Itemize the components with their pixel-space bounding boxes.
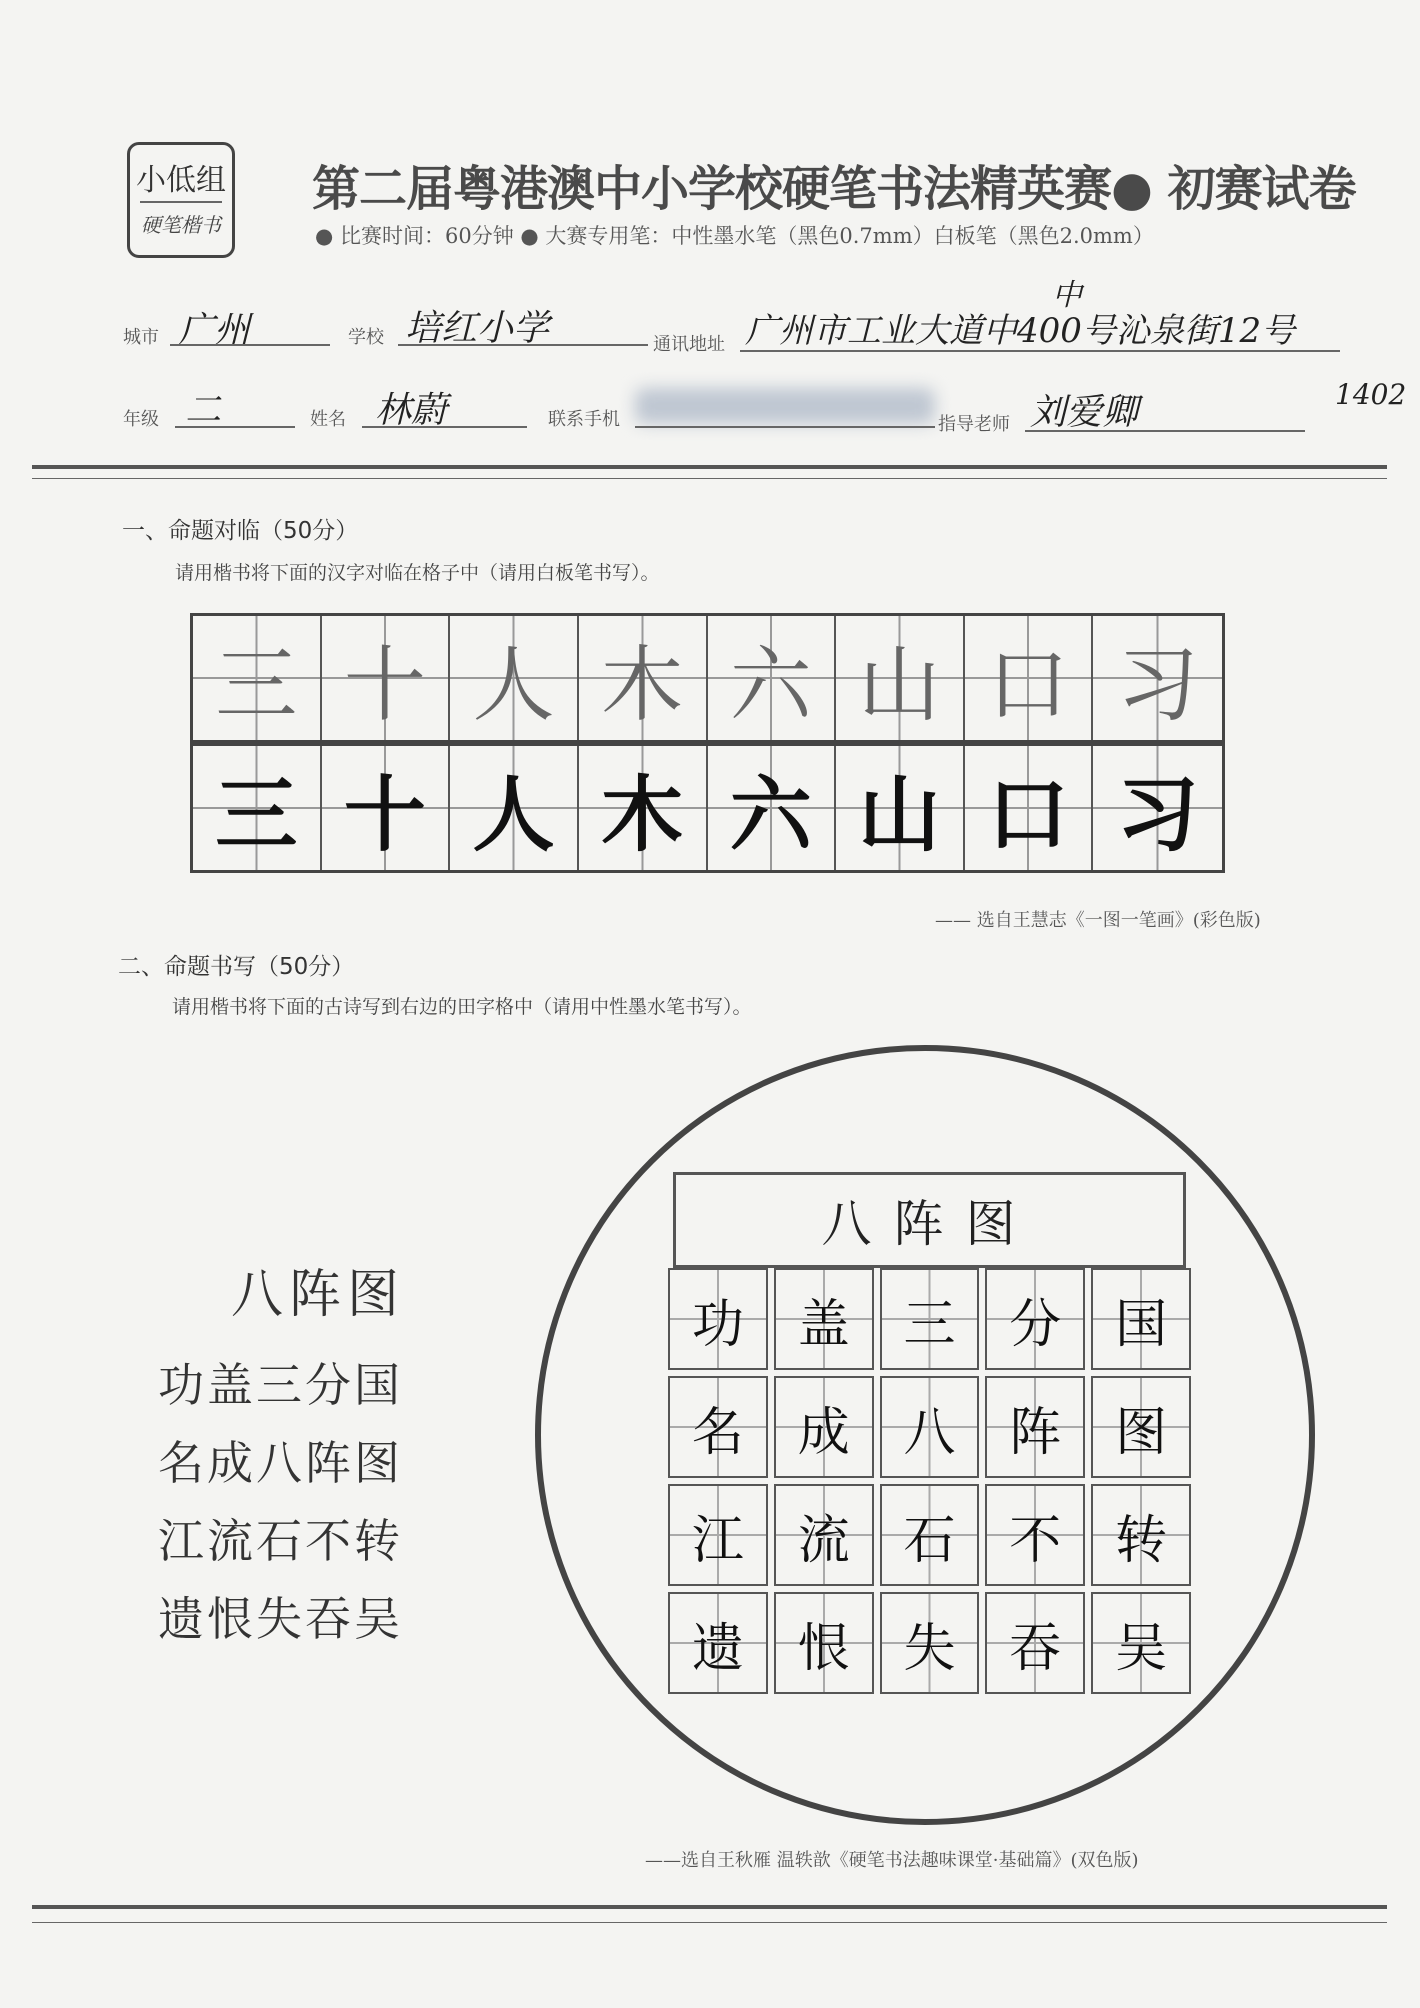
answer-cell[interactable]	[1091, 1592, 1191, 1694]
grid-cell[interactable]	[193, 746, 322, 870]
model-char: 三	[215, 637, 298, 733]
name-label: 姓名	[310, 409, 346, 430]
answer-char: 分	[1009, 1294, 1062, 1355]
written-char: 习	[1116, 766, 1199, 863]
answer-char: 国	[1115, 1294, 1168, 1355]
answer-cell[interactable]	[774, 1268, 874, 1370]
exam-title: 第二届粤港澳中小学校硬笔书法精英赛● 初赛试卷	[312, 161, 1356, 217]
answer-char: 三	[903, 1294, 956, 1355]
name-line	[362, 426, 527, 428]
answer-cell[interactable]	[1091, 1484, 1191, 1586]
written-char: 六	[729, 766, 812, 863]
answer-copy-grid	[190, 743, 1225, 873]
model-char: 木	[601, 637, 684, 733]
answer-cell[interactable]	[985, 1268, 1085, 1370]
answer-cell[interactable]	[985, 1484, 1085, 1586]
written-char: 三	[215, 766, 298, 863]
model-char: 习	[1116, 637, 1199, 733]
answer-char: 不	[1009, 1510, 1062, 1571]
answer-grid	[668, 1268, 1191, 1694]
grid-cell	[1093, 616, 1222, 740]
grid-cell	[193, 616, 322, 740]
school-value[interactable]: 培红小学	[405, 308, 550, 349]
answer-char: 石	[903, 1510, 956, 1571]
answer-cell[interactable]	[774, 1484, 874, 1586]
grid-cell	[322, 616, 451, 740]
city-line	[170, 344, 330, 346]
answer-char: 名	[691, 1402, 744, 1463]
answer-char: 吴	[1115, 1618, 1168, 1679]
city-value[interactable]: 广州	[178, 310, 251, 351]
answer-char: 成	[797, 1402, 850, 1463]
grid-cell[interactable]	[450, 746, 579, 870]
answer-cell[interactable]	[1091, 1376, 1191, 1478]
model-char: 十	[343, 637, 426, 733]
poem-line: 江流石不转	[158, 1514, 403, 1568]
phone-line	[635, 426, 935, 428]
answer-char: 失	[903, 1618, 956, 1679]
badge-group-label: 小低组	[136, 163, 226, 198]
grid-cell	[579, 616, 708, 740]
poem-line: 名成八阵图	[158, 1436, 403, 1490]
grade-line	[175, 426, 295, 428]
answer-char: 盖	[797, 1294, 850, 1355]
grid-cell	[450, 616, 579, 740]
section1-instruction: 请用楷书将下面的汉字对临在格子中（请用白板笔书写）。	[175, 562, 660, 584]
section2-source: ——选自王秋雁 温轶歆《硬笔书法趣味课堂·基础篇》(双色版)	[645, 1850, 1139, 1871]
poem-block	[158, 1252, 478, 1661]
grade-value[interactable]: 二	[185, 390, 222, 431]
answer-char: 江	[691, 1510, 744, 1571]
grid-cell[interactable]	[965, 746, 1094, 870]
city-label: 城市	[123, 327, 159, 348]
grid-cell	[836, 616, 965, 740]
exam-subtitle: ● 比赛时间：60分钟 ● 大赛专用笔：中性墨水笔（黑色0.7mm）白板笔（黑色2.0mm）	[315, 224, 1154, 248]
grade-label: 年级	[123, 409, 159, 430]
model-char: 口	[987, 637, 1070, 733]
grid-cell	[708, 616, 837, 740]
poem-line: 功盖三分国	[158, 1358, 403, 1412]
model-char: 人	[472, 637, 555, 733]
answer-char: 遗	[691, 1618, 744, 1679]
written-char: 木	[601, 766, 684, 863]
answer-cell[interactable]	[985, 1592, 1085, 1694]
phone-redacted	[635, 388, 935, 424]
grid-cell[interactable]	[322, 746, 451, 870]
address-value[interactable]: 广州市工业大道中400号沁泉街12号	[745, 311, 1296, 351]
answer-char: 吞	[1009, 1618, 1062, 1679]
school-line	[398, 344, 648, 346]
model-grid	[190, 613, 1225, 743]
answer-cell[interactable]	[880, 1376, 980, 1478]
grid-cell[interactable]	[1093, 746, 1222, 870]
address-label: 通讯地址	[653, 334, 725, 355]
model-char: 山	[858, 637, 941, 733]
answer-cell[interactable]	[1091, 1268, 1191, 1370]
written-char: 十	[343, 766, 426, 863]
answer-cell[interactable]	[880, 1592, 980, 1694]
address-line	[740, 350, 1340, 352]
written-char: 人	[472, 766, 555, 863]
grid-cell	[965, 616, 1094, 740]
teacher-label: 指导老师	[938, 414, 1010, 435]
answer-cell[interactable]	[668, 1592, 768, 1694]
answer-char: 转	[1115, 1510, 1168, 1571]
teacher-value[interactable]: 刘爱卿	[1030, 392, 1139, 433]
answer-char: 流	[797, 1510, 850, 1571]
answer-char: 八	[903, 1402, 956, 1463]
category-badge	[127, 142, 235, 258]
answer-cell[interactable]	[880, 1484, 980, 1586]
answer-cell[interactable]	[668, 1376, 768, 1478]
grid-cell[interactable]	[708, 746, 837, 870]
address-extra: 1402	[1335, 378, 1407, 411]
poem-line: 遗恨失吞吴	[158, 1592, 403, 1646]
written-char: 山	[858, 766, 941, 863]
grid-cell[interactable]	[836, 746, 965, 870]
answer-cell[interactable]	[668, 1484, 768, 1586]
teacher-line	[1025, 430, 1305, 432]
answer-title-box[interactable]: 八阵图	[673, 1172, 1186, 1268]
badge-style-label: 硬笔楷书	[141, 213, 221, 237]
footer-rule-thin	[32, 1922, 1387, 1923]
section1-source: —— 选自王慧志《一图一笔画》(彩色版)	[935, 910, 1261, 931]
answer-cell[interactable]	[880, 1268, 980, 1370]
name-value[interactable]: 林蔚	[375, 390, 448, 431]
section2-title: 二、命题书写（50分）	[118, 954, 355, 980]
header-rule-thick	[32, 465, 1387, 469]
grid-cell[interactable]	[579, 746, 708, 870]
section2-instruction: 请用楷书将下面的古诗写到右边的田字格中（请用中性墨水笔书写）。	[172, 996, 752, 1018]
section1-title: 一、命题对临（50分）	[122, 518, 359, 544]
poem-title: 八阵图	[230, 1265, 405, 1325]
phone-label: 联系手机	[548, 409, 620, 430]
header-rule-thin	[32, 478, 1387, 479]
answer-cell[interactable]	[774, 1376, 874, 1478]
answer-char: 阵	[1009, 1402, 1062, 1463]
answer-char: 恨	[797, 1618, 850, 1679]
answer-cell[interactable]	[668, 1268, 768, 1370]
footer-rule-thick	[32, 1905, 1387, 1909]
answer-char: 图	[1115, 1402, 1168, 1463]
written-char: 口	[987, 766, 1070, 863]
model-char: 六	[729, 637, 812, 733]
answer-cell[interactable]	[774, 1592, 874, 1694]
answer-char: 功	[691, 1294, 744, 1355]
school-label: 学校	[348, 327, 384, 348]
badge-divider	[140, 201, 222, 203]
address-correction: 中	[1052, 278, 1082, 313]
answer-cell[interactable]	[985, 1376, 1085, 1478]
